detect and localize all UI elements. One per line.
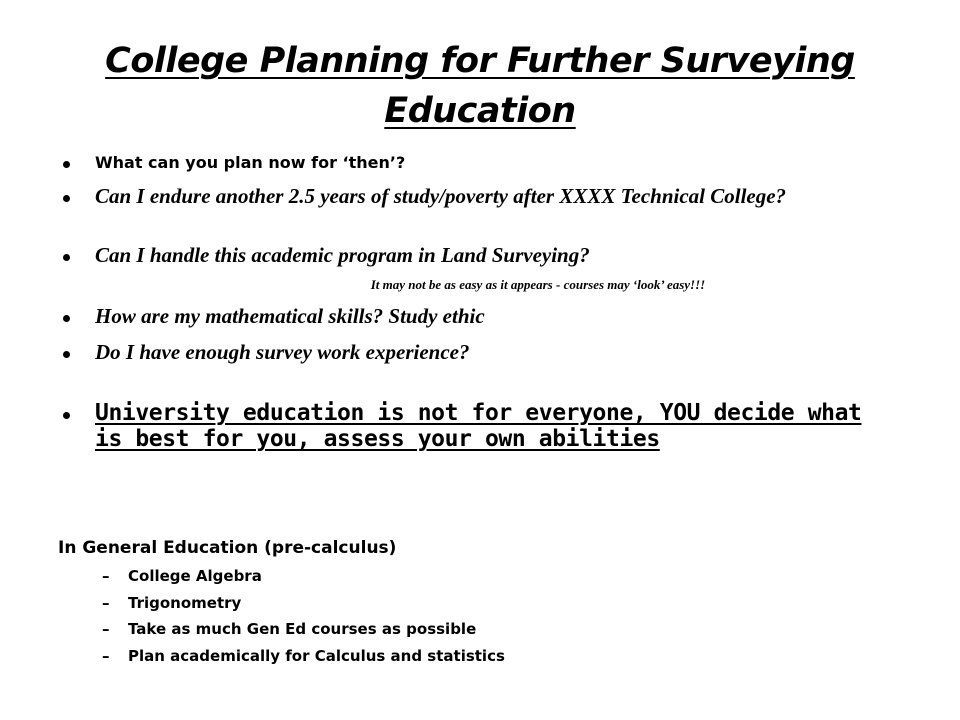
sub-list-item [102,619,505,646]
bullet-text: What can you plan now for ‘then’? [95,153,406,172]
dash-icon: – [102,620,110,638]
section-heading: In General Education (pre-calculus) [58,538,397,558]
bullet-dot-icon [63,161,70,168]
bullet-text: Do I have enough survey work experience? [95,340,470,364]
bullet-dot-icon [63,412,70,419]
bullet-note: It may not be as easy as it appears - courses may ‘look’ easy!!! [370,277,706,292]
sub-list-item [102,646,505,673]
bullet-dot-icon [63,351,70,358]
bullet-text: University education is not for everyone, YOU decide what is best for you, assess your own abilities [95,400,862,452]
dash-icon: – [102,593,110,612]
sub-list-item [102,593,505,620]
sub-list-item-text: College Algebra [128,567,262,585]
slide-title [60,36,900,136]
bullet-text: Can I handle this academic program in Land Surveying? [95,243,590,267]
sub-list-item-text: Take as much Gen Ed courses as possible [128,620,477,638]
sub-list-item [102,566,505,593]
bullet-dot-icon [63,315,70,322]
slide-title-text: College Planning for Further Surveying Education [105,41,855,131]
sub-list-item-text: Trigonometry [128,593,242,612]
sub-list [102,566,505,672]
sub-list-item-text: Plan academically for Calculus and statistics [128,646,505,665]
dash-icon: – [102,567,110,585]
bullet-dot-icon [63,195,70,202]
dash-icon: – [102,646,110,665]
bullet-text: Can I endure another 2.5 years of study/poverty after XXXX Technical College? [95,184,787,208]
bullet-dot-icon [63,254,70,261]
bullet-text: How are my mathematical skills? Study ethic [95,304,485,328]
